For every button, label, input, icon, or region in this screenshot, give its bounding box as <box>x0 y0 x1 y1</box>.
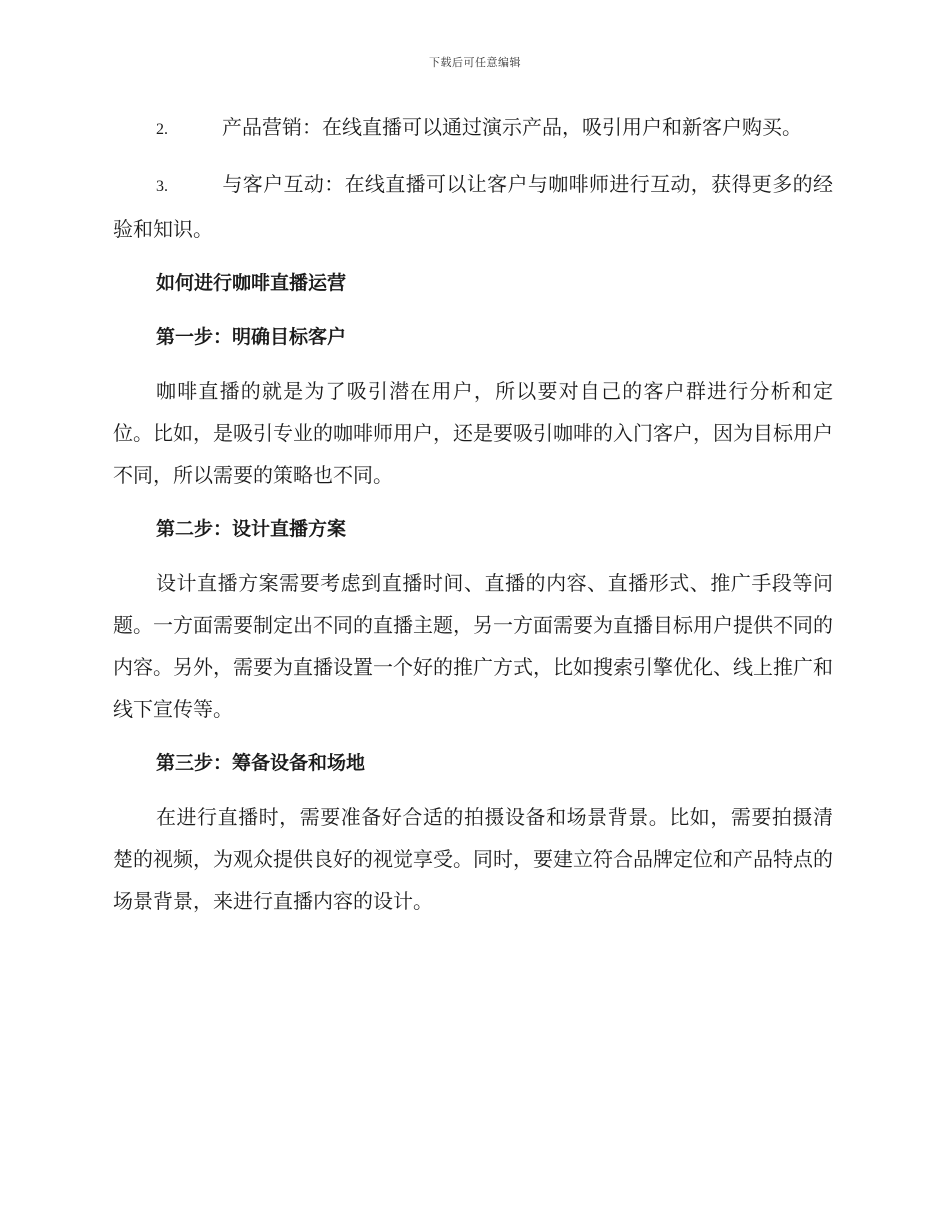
step-paragraph: 咖啡直播的就是为了吸引潜在用户，所以要对自己的客户群进行分析和定位。比如，是吸引专业的咖啡师用户，还是要吸引咖啡的入门客户，因为目标用户不同，所以需要的策略也不同。 <box>113 379 833 487</box>
section-heading: 如何进行咖啡直播运营 <box>156 272 347 294</box>
list-item-text: 产品营销：在线直播可以通过演示产品，吸引用户和新客户购买。 <box>222 115 802 139</box>
list-item-number: 3. <box>156 178 168 195</box>
list-item <box>113 106 833 151</box>
list-item-number: 2. <box>156 121 168 138</box>
step-heading: 第二步：设计直播方案 <box>156 518 347 540</box>
step-paragraph: 设计直播方案需要考虑到直播时间、直播的内容、直播形式、推广手段等问题。一方面需要制定出不同的直播主题，另一方面需要为直播目标用户提供不同的内容。另外，需要为直播设置一个好的推广方式，比如搜索引擎优化、线上推广和线下宣传等。 <box>113 571 833 721</box>
step-heading: 第一步：明确目标客户 <box>156 326 347 348</box>
list-item <box>113 163 833 250</box>
step-paragraph: 在进行直播时，需要准备好合适的拍摄设备和场景背景。比如，需要拍摄清楚的视频，为观众提供良好的视觉享受。同时，要建立符合品牌定位和产品特点的场景背景，来进行直播内容的设计。 <box>113 805 833 913</box>
page-header: 下载后可任意编辑 <box>429 56 521 69</box>
list-item-text: 与客户互动：在线直播可以让客户与咖啡师进行互动，获得更多的经验和知识。 <box>113 172 833 241</box>
step-heading: 第三步：筹备设备和场地 <box>156 752 366 774</box>
document-body <box>113 106 833 934</box>
